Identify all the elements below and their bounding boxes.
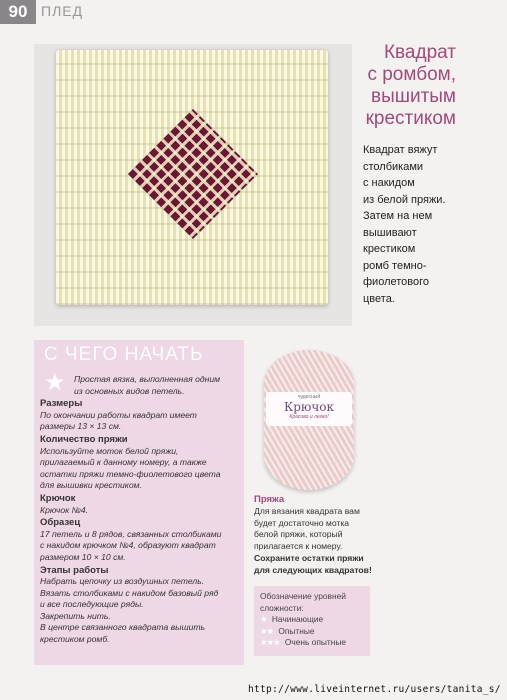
section-title: ПЛЕД: [41, 3, 84, 19]
difficulty-star-icon: ★: [44, 369, 66, 396]
legend-level: ★ Начинающие: [260, 614, 324, 624]
section-heading: Количество пряжи: [40, 433, 128, 445]
section-heading: Размеры: [40, 398, 83, 410]
star-icon: ★★: [260, 625, 274, 636]
section-heading: Крючок: [40, 492, 76, 504]
panel-title: С ЧЕГО НАЧАТЬ: [44, 344, 204, 365]
yarn-brand: Крючок: [283, 400, 335, 414]
yarn-description: Пряжа Для вязания квадрата вам будет достаточно мотка белой пряжи, который прилагается к номеру. Сохраните остатки пряжи для следующих квадратов!: [254, 494, 372, 575]
star-icon: ★★★: [260, 637, 280, 647]
difficulty-legend: Обозначение уровней сложности: ★ Начинающие ★★ Опытные ★★★ Очень опытные: [254, 586, 370, 656]
star-icon: ★: [260, 614, 267, 624]
article-intro: Квадрат вяжут столбиками с накидом из белой пряжи. Затем на нем вышивают крестиком ромб темно- фиолетового цвета.: [363, 144, 446, 305]
article-heading: Квадрат с ромбом, вышитым крестиком: [365, 42, 456, 129]
legend-level: ★★★ Очень опытные: [260, 637, 347, 647]
source-url: http://www.liveinternet.ru/users/tanita_s/: [248, 684, 501, 695]
panel-body: Простая вязка, выполненная одним из основных видов петель. Размеры По окончании работы квадрат имеет размеры 13 × 13 см. Количество пряжи Используйте моток белой пряжи, прилагаемый к данному номеру, а также остатки пряжи темно-фиолетового цвета для вышивки крестиком. Крючок Крючок №4. Образец 17 петель и 8 рядов, связанных столбиками с накидом крючком №4, образуют квадрат размером 10 × 10 см. Этапы работы Набрать цепочку из воздушных петель. Вязать столбиками с накидом базовый ряд и все последующие ряды. Закрепить нить. В центре связанного квадрата вышить крестиком ромб.: [40, 374, 240, 646]
section-heading: Образец: [40, 517, 81, 529]
legend-level: ★★ Опытные: [260, 625, 315, 636]
yarn-label: чудесный Крючок Красиво и легко!: [266, 392, 352, 426]
page-number: 90: [0, 0, 36, 24]
section-heading: Этапы работы: [40, 564, 109, 576]
